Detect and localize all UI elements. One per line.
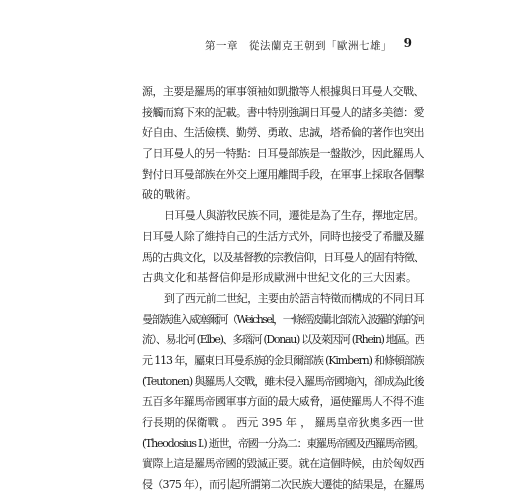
text-line: 古典文化和基督信仰是形成歐洲中世紀文化的三大因素。 xyxy=(142,271,417,285)
text-line: 元 113 年，屬東日耳曼系族的金貝爾部族 (Kimbern) 和條頓部族 xyxy=(142,353,424,367)
text-line: (Teutonen) 與羅馬人交戰，雖未侵入羅馬帝國境內，卻成為此後 xyxy=(142,374,424,388)
text-line: (Theodosius I.) 逝世，帝國一分為二：東羅馬帝國及西羅馬帝國。 xyxy=(142,436,424,450)
text-line: 破的戰術。 xyxy=(142,188,197,202)
text-line: 到了西元前二世紀，主要由於語言特徵而構成的不同日耳 xyxy=(164,291,424,305)
text-line: 五百多年羅馬帝國軍事方面的最大威脅，逼使羅馬人不得不進 xyxy=(142,395,424,409)
text-line: 實際上這是羅馬帝國的毀滅正要。就在這個時候，由於匈奴西 xyxy=(142,457,424,471)
page-number: 9 xyxy=(403,36,412,50)
text-line: 日耳曼人與游牧民族不同，遷徙是為了生存，擇地定居。 xyxy=(164,209,424,223)
text-line: 對付日耳曼部族在外交上運用離間手段，在軍事上採取各個擊 xyxy=(142,167,424,181)
text-line: 流）、易北河 (Elbe)、多瑙河 (Donau) 以及萊因河 (Rhein) 地區。西 xyxy=(142,333,424,347)
text-line: 侵（375 年），而引起所謂第二次民族大遷徙的結果是，在羅馬 xyxy=(142,478,424,492)
text-line: 日耳曼人除了維持自己的生活方式外，同時也接受了希臘及羅 xyxy=(142,229,424,243)
text-line: 馬的古典文化，以及基督教的宗教信仰，日耳曼人的固有特徵、 xyxy=(142,250,424,264)
text-line: 曼部族進入威塞爾河（Weichsel，一條經波蘭北部流入波羅的海的河 xyxy=(142,312,424,326)
text-line: 了日耳曼人的另一特點：日耳曼部族是一盤散沙，因此羅馬人 xyxy=(142,147,424,161)
text-line: 接觸而寫下來的記載。書中特別強調日耳曼人的諸多美德：愛 xyxy=(142,105,424,119)
text-line: 好自由、生活儉樸、勤勞、勇敢、忠誠，塔希倫的著作也突出 xyxy=(142,126,424,140)
running-head: 第一章 從法蘭克王朝到「歐洲七雄」 xyxy=(205,40,392,52)
body-text xyxy=(142,82,424,496)
text-line: 源，主要是羅馬的軍事領袖如凱撒等人根據與日耳曼人交戰、 xyxy=(142,85,424,98)
text-line: 行長期的保衛戰 。 西元 395 年 ， 羅馬皇帝狄奧多西一世 xyxy=(142,416,424,429)
